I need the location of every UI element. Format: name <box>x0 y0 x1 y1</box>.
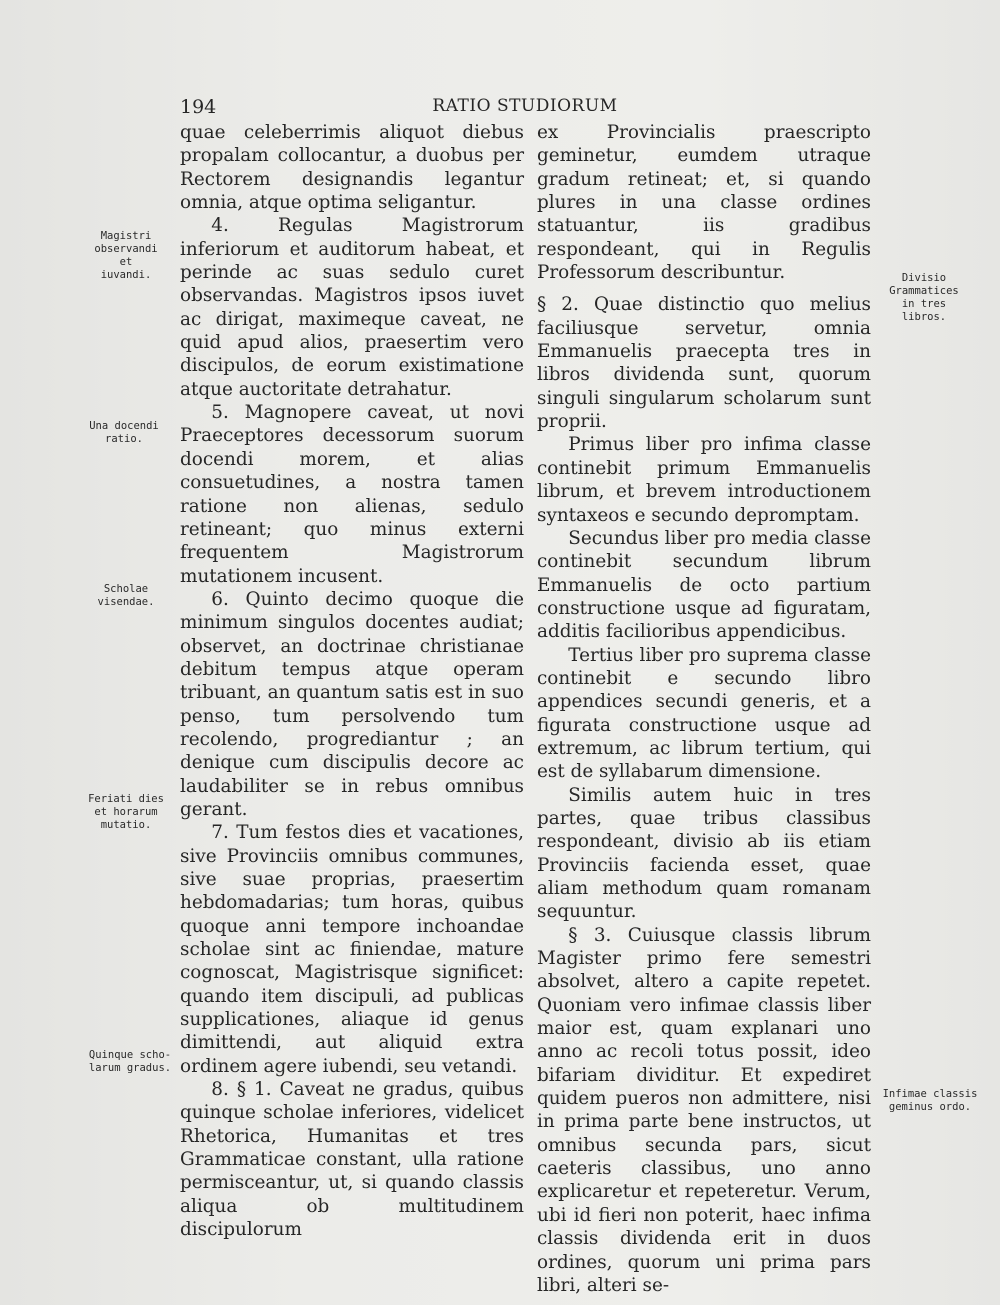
page-number: 194 <box>180 96 217 118</box>
margin-note: Infimae classis geminus ordo. <box>882 1088 978 1113</box>
margin-note: Una docendi ratio. <box>89 420 159 445</box>
paragraph: § 2. Quae distinctio quo melius faciliusque servetur, omnia Emmanuelis praecepta tres in libros dividenda sunt, quorum singuli singularum scholarum sunt proprii. <box>537 294 871 433</box>
margin-note: Quinque scho- larum gradus. <box>88 1049 172 1074</box>
paragraph: 6. Quinto decimo quoque die minimum singulos docentes audiat; observet, an doctrinae christianae debitum tempus atque operam tribuant, an quantum satis est in suo penso, tum persolvendo tum recolendo, progrediantur ; an denique cum discipulis decore ac laudabiliter se in rebus omnibus gerant. <box>180 588 524 820</box>
running-title: RATIO STUDIORUM <box>432 96 618 116</box>
paragraph: 8. § 1. Caveat ne gradus, quibus quinque scholae inferiores, videlicet Rhetorica, Humanitas et tres Grammaticae constant, ulla ratione permisceantur, ut, si quando classis aliqua ob multitudinem discipulorum <box>180 1079 524 1241</box>
paragraph: § 3. Cuiusque classis librum Magister primo fere semestri absolvet, altero a capite repetet. Quoniam vero infimae classis liber maior est, quam explanari uno anno ac recoli totus possit, ideo bifariam dividitur. Et expediret quidem pueros non admittere, nisi in prima parte bene instructos, ut omnibus secunda pars, sicut caeteris classibus, uno anno explicaretur et repeteretur. Verum, ubi id fieri non poterit, haec infima classis dividenda erit in duos ordines, quorum uni prima pars libri, alteri se- <box>537 924 871 1296</box>
page-header <box>180 96 870 122</box>
paragraph: 4. Regulas Magistrorum inferiorum et auditorum habeat, et perinde ac suas sedulo curet observandas. Magistros ipsos iuvet ac dirigat, maximeque caveat, ne quid apud alios, praesertim vero discipulos, de eorum existimatione atque auctoritate detrahatur. <box>180 215 524 400</box>
margin-note: Magistri observandi et iuvandi. <box>94 230 158 281</box>
paragraph: quae celeberrimis aliquot diebus propalam collocantur, a duobus per Rectorem designandis legantur omnia, atque optima seligantur. <box>180 122 524 214</box>
paragraph: Secundus liber pro media classe continebit secundum librum Emmanuelis de octo partium constructione usque ad figuratam, additis facilioribus appendicibus. <box>537 527 871 643</box>
paragraph: 7. Tum festos dies et vacationes, sive Provinciis omnibus communes, sive suae proprias, praesertim hebdomadarias; tum horas, quibus quoque anni tempore inchoandae scholae sint ac finiendae, mature cognoscat, Magistrisque significet: quando item discipuli, ad publicas supplicationes, aliaque id genus dimittendi, aut aliquid extra ordinem agere iubendi, seu vetandi. <box>180 822 524 1077</box>
margin-note: Feriati dies et horarum mutatio. <box>88 793 164 831</box>
left-text-column <box>180 121 524 1242</box>
paragraph: ex Provincialis praescripto geminetur, eumdem utraque gradum retineat; et, si quando plures in una classe ordines statuantur, iis gradibus respondeant, qui in Regulis Professorum describuntur. <box>537 122 871 284</box>
paragraph: Similis autem huic in tres partes, quae tribus classibus respondeant, divisio ab iis etiam Provinciis facienda esset, quae aliam methodum quam romanam sequuntur. <box>537 784 871 923</box>
paragraph: Primus liber pro infima classe continebit primum Emmanuelis librum, et brevem introductionem syntaxeos e secundo depromptam. <box>537 434 871 526</box>
margin-note: Scholae visendae. <box>97 583 155 608</box>
margin-note: Divisio Grammatices in tres libros. <box>889 272 959 323</box>
right-text-column <box>537 121 871 1297</box>
paragraph: Tertius liber pro suprema classe continebit e secundo libro appendices secundi generis, et a figurata constructione usque ad extremum, ac librum tertium, qui est de syllabarum dimensione. <box>537 644 871 783</box>
paragraph: 5. Magnopere caveat, ut novi Praeceptores decessorum suorum docendi morem, et alias consuetudines, a nostra tamen ratione non alienas, sedulo retineant; quo minus externi frequentem Magistrorum mutationem incusent. <box>180 402 524 587</box>
